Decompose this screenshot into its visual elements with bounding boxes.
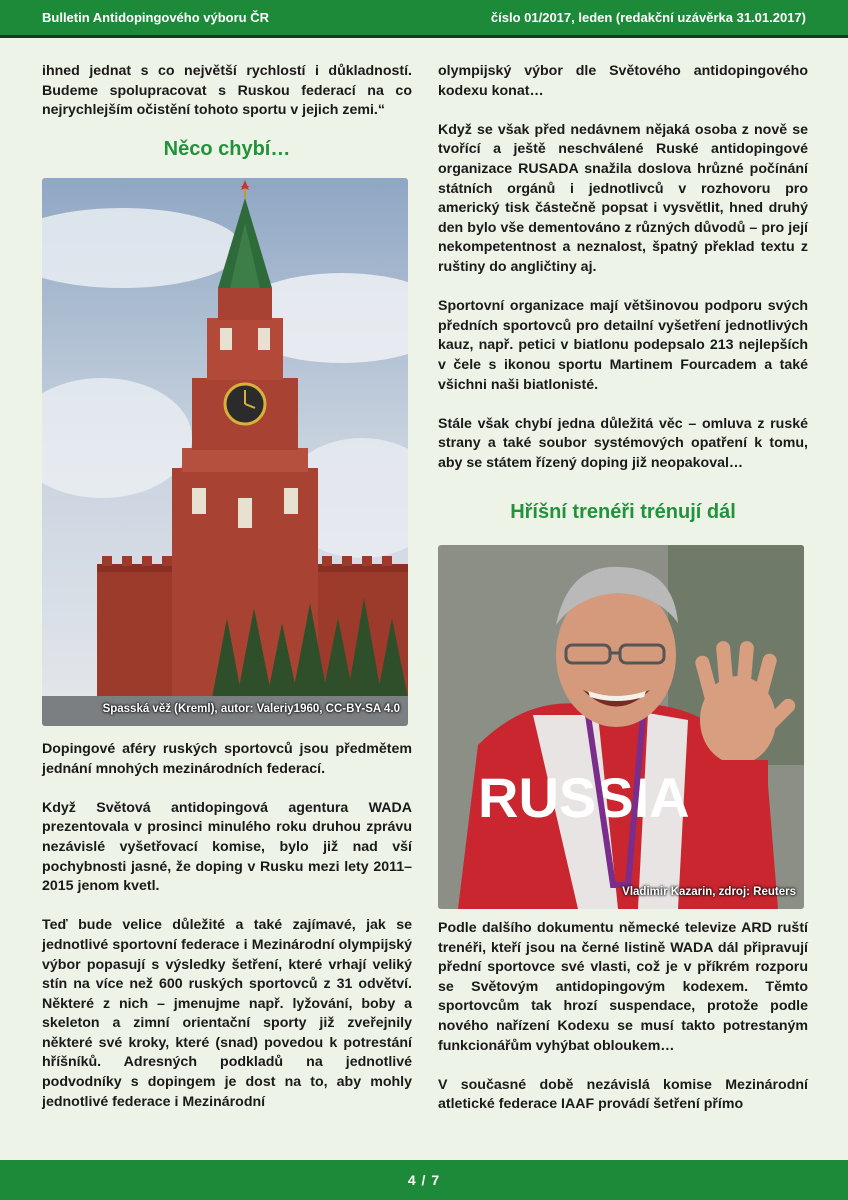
section-heading: Něco chybí… xyxy=(163,138,291,161)
paragraph: Stále však chybí jedna důležitá věc – omluva z ruské strany a také soubor systémových opatření k tomu, aby se státem řízený doping již neopakoval… xyxy=(438,415,808,471)
bulletin-title: Bulletin Antidopingového výboru ČR xyxy=(42,10,270,25)
photo-caption: Spasská věž (Kreml), autor: Valeriy1960, CC-BY-SA 4.0 xyxy=(102,703,400,716)
paragraph: Když Světová antidopingová agentura WADA prezentovala v prosinci minulého roku druhou zprávu nezávislé vyšetřovací komise, bylo již nad vší pochybnosti jasné, že doping v Rusku mezi lety 2011–2015 jenom kvetl. xyxy=(42,799,412,895)
page-footer xyxy=(0,1160,848,1200)
paragraph: Dopingové aféry ruských sportovců jsou předmětem jednání mnohých mezinárodních federací. xyxy=(42,740,412,777)
page-header xyxy=(0,0,848,38)
paragraph: Podle dalšího dokumentu německé televize ARD ruští trenéři, kteří jsou na černé listině WADA dál připravují přední sportovce své vlasti, což je v příkrém rozporu se Světovým antidopingovým kodexem. Těmto sportovcům tak hrozí suspendace, protože podle nového nařízení Kodexu se musí takto potrestaným funkcionářům vyhýbat obloukem… xyxy=(438,920,808,1054)
paragraph: V současné době nezávislá komise Mezinárodní atletické federace IAAF provádí šetření přímo xyxy=(438,1076,808,1113)
kremlin-tower-illustration xyxy=(42,178,408,726)
jacket-text: RUSSIA xyxy=(478,766,690,830)
paragraph: olympijský výbor dle Světového antidopingového kodexu konat… xyxy=(438,63,808,99)
paragraph: Když se však před nedávnem nějaká osoba z nově se tvořící a ještě neschválené Ruské antidopingové organizace RUSADA snažila doslova hrůzné počínání státních orgánů i jednotlivců v rozhovoru pro americký tisk částečně popsat i vysvětlit, hned druhý den bylo vše dementováno z různých důvodů – pro její nekompetentnost a neznalost, špatný překlad textu z ruštiny do angličtiny aj. xyxy=(438,121,808,275)
left-column xyxy=(42,62,412,1112)
issue-info: číslo 01/2017, leden (redakční uzávěrka 31.01.2017) xyxy=(490,10,806,25)
paragraph: Sportovní organizace mají většinovou podporu svých předních sportovců pro detailní vyšetření jednotlivých kauz, např. petici v biatlonu podepsalo 213 nejlepších v čele s ikonou sportu Martinem Fourcadem a také všichni naši biatlonisté. xyxy=(438,298,808,393)
page-number: 4 / 7 xyxy=(407,1172,441,1188)
photo-caption: Vladimir Kazarin, zdroj: Reuters xyxy=(622,886,796,899)
paragraph: Teď bude velice důležité a také zajímavé, jak se jednotlivé sportovní federace i Mezinárodní olympijský výbor popasují s výsledky šetření, které vrhají veliký stín na více než 600 ruských sportovců z 31 odvětví. Některé z nich – jmenujme např. lyžování, boby a skeleton a zimní orientační sporty již zveřejnily některé své kroky, které (snad) povedou k potrestání hříšníků. Adresných podkladů na jednotlivé podvodníky s dopingem je dost na to, aby mohly jednotlivé federace i Mezinárodní xyxy=(42,917,412,1110)
section-heading: Hříšní trenéři trénují dál xyxy=(510,501,736,524)
coach-illustration xyxy=(438,545,804,909)
kremlin-photo xyxy=(42,178,408,726)
right-column xyxy=(438,62,808,1115)
paragraph: ihned jednat s co největší rychlostí i důkladností. Budeme spolupracovat s Ruskou federací na co nejrychlejším očistění tohoto sportu v jejich zemi.“ xyxy=(42,63,412,119)
coach-photo xyxy=(438,545,804,909)
